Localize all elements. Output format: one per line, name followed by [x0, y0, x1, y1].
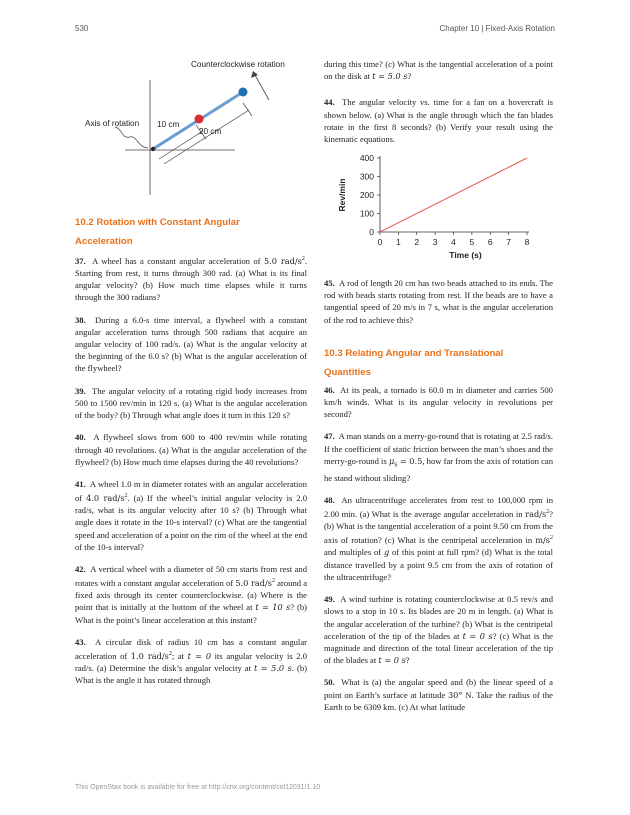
pivot-point	[151, 147, 155, 151]
problem-40: 40. A flywheel slows from 600 to 400 rev/min while rotating through 40 revolutions. (a) What is the angular acceleration of the flywheel? (b) How much time elapses during the 40 revolutions?	[75, 432, 307, 467]
y-axis-label: Rev/min	[337, 178, 347, 212]
left-column	[75, 213, 307, 687]
angular-velocity-chart	[324, 150, 554, 270]
x-tick-label: 8	[524, 237, 530, 247]
problem-50: 50. What is (a) the angular speed and (b) the linear speed of a point on Earth’s surface at latitude 30° N. Take the radius of the Earth to be 6309 km. (c) At what latitude	[324, 677, 553, 712]
problem-49: 49. A wind turbine is rotating counterclockwise at 0.5 rev/s and slows to a stop in 10 s. Its blades are 20 m in length. (a) What is the angular acceleration of the turbine? (b) What is the centripetal acceleration of the tip of the blades at t = 0 s? (c) What is the magnitude and direction of the total linear acceleration of the tip of the blades at t = 0 s?	[324, 594, 554, 666]
footer-note: This OpenStax book is available for free at http://cnx.org/content/col12031/1.10	[75, 784, 321, 791]
x-tick-label: 7	[506, 237, 511, 247]
y-tick-label: 400	[359, 153, 374, 163]
label-10cm: 10 cm	[157, 120, 180, 129]
y-tick-label: 0	[369, 227, 374, 237]
problem-44: 44. The angular velocity vs. time for a fan on a hovercraft is shown below. (a) What is the angle through which the fan blades rotate in the first 8 seconds? (b) Verify your result using the kinematic equations.	[324, 97, 553, 145]
y-tick-label: 300	[359, 171, 374, 182]
problem-47: 47. A man stands on a merry-go-round that is rotating at 2.5 rad/s. If the coefficient of static friction between the man’s shoes and the merry-go-round is $\mu_S = 0.5$, how far from the axis of rotation can he stand without sliding?	[324, 431, 553, 483]
problem-38: 38. During a 6.0-s time interval, a flywheel with a constant angular acceleration turns through 500 radians that acquire an angular velocity of 100 rad/s. (a) What is the angular velocity at the beginning of the 6.0 s? (b) What is the angular acceleration of the flywheel?	[75, 314, 307, 374]
x-tick-label: 4	[451, 237, 456, 247]
data-series-line	[380, 158, 527, 232]
y-tick-label: 100	[359, 208, 374, 219]
problem-42: 42. A vertical wheel with a diameter of 50 cm starts from rest and rotates with a constant angular acceleration of 5.0 rad/$s^2$ around a fixed axis through its center counterclockwise. (a) Where is the point that is initially at the bottom of the wheel at t = 10 s? (b) What is the point’s linear acceleration at this instant?	[75, 563, 308, 625]
x-tick-label: 2	[414, 237, 420, 247]
label-axis-of-rotation: Axis of rotation	[85, 119, 140, 128]
x-tick-label: 3	[432, 237, 438, 247]
dimension-line-10cm	[159, 131, 203, 159]
y-tick-label: 200	[359, 190, 374, 200]
bead-red	[195, 115, 204, 124]
label-counterclockwise-rotation: Counterclockwise rotation	[191, 60, 285, 69]
axis-pointer	[115, 127, 148, 148]
problem-43: 43. A circular disk of radius 10 cm has a constant angular acceleration of 1.0 rad/$s^2$; at t = 0 its angular velocity is 2.0 rad/s. (a) Determine the disk’s angular velocity at t = 5.0 s. (b) What is the angle it has rotated through	[75, 636, 307, 686]
right-column-top	[324, 58, 553, 145]
problem-46: 46. At its peak, a tornado is 60.0 m in diameter and carries 500 km/h winds. What is its angular velocity in revolutions per second?	[324, 384, 553, 420]
x-tick-label: 0	[377, 237, 383, 247]
dimension-line-20cm	[164, 110, 249, 164]
bead-blue	[239, 88, 248, 97]
x-axis-label: Time (s)	[449, 250, 482, 260]
rotation-arrow	[255, 75, 269, 100]
problem-39: 39. The angular velocity of a rotating rigid body increases from 500 to 1500 rev/min in 120 s. (a) What is the angular acceleration of the body? (b) Through what angle does it turn in this 120 s?	[75, 385, 307, 421]
x-tick-label: 5	[469, 237, 475, 247]
rod-rotation-diagram	[75, 55, 315, 205]
label-20cm: 20 cm	[199, 127, 222, 136]
page-number: 530	[75, 24, 89, 33]
chapter-title: Chapter 10 | Fixed-Axis Rotation	[439, 24, 555, 33]
problem-45: 45. A rod of length 20 cm has two beads attached to its ends. The rod with beads starts rotating from rest. If the beads are to have a tangential speed of 20 m/s in 7 s, what is the angular acceleration of the rod to achieve this?	[324, 278, 553, 325]
problem-37: 37. A wheel has a constant angular acceleration of 5.0 rad/$s^2$. Starting from rest, it turns through 300 rad. (a) What is its final angular velocity? (b) How much time elapses while it turns through the 300 radians?	[75, 255, 308, 303]
section-title-10-2: 10.2 Rotation with Constant Angular Acceleration	[75, 217, 240, 247]
problem-43-continued: during this time? (c) What is the tangential acceleration of a point on the disk at t = 5.0 s?	[324, 59, 553, 82]
problem-41: 41. A wheel 1.0 m in diameter rotates with an angular acceleration of 4.0 rad/$s^2$. (a) If the wheel’s initial angular velocity is 2.0 rad/s, what is its angular velocity after 10 s? (b) Through what angle does it rotate in the 10-s interval? (c) What are the tangential speed and acceleration of a point on the rim of the wheel at the end of the 10-s interval?	[75, 478, 308, 552]
x-tick-label: 6	[487, 237, 493, 247]
problem-48: 48. An ultracentrifuge accelerates from rest to 100,000 rpm in 2.00 min. (a) What is the average angular acceleration in rad/$s^2$? (b) What is the tangential acceleration of a point 9.50 cm from the axis of rotation? (c) What is the centripetal acceleration in $m/s^2$ and multiples of g of this point at full rpm? (d) What is the total distance travelled by a point 9.5 cm from the axis of rotation of the ultracentrifuge?	[324, 494, 553, 582]
x-tick-label: 1	[396, 237, 401, 247]
section-title-10-3: 10.3 Relating Angular and Translational Quantities	[324, 347, 504, 378]
right-column-bottom	[324, 277, 553, 713]
